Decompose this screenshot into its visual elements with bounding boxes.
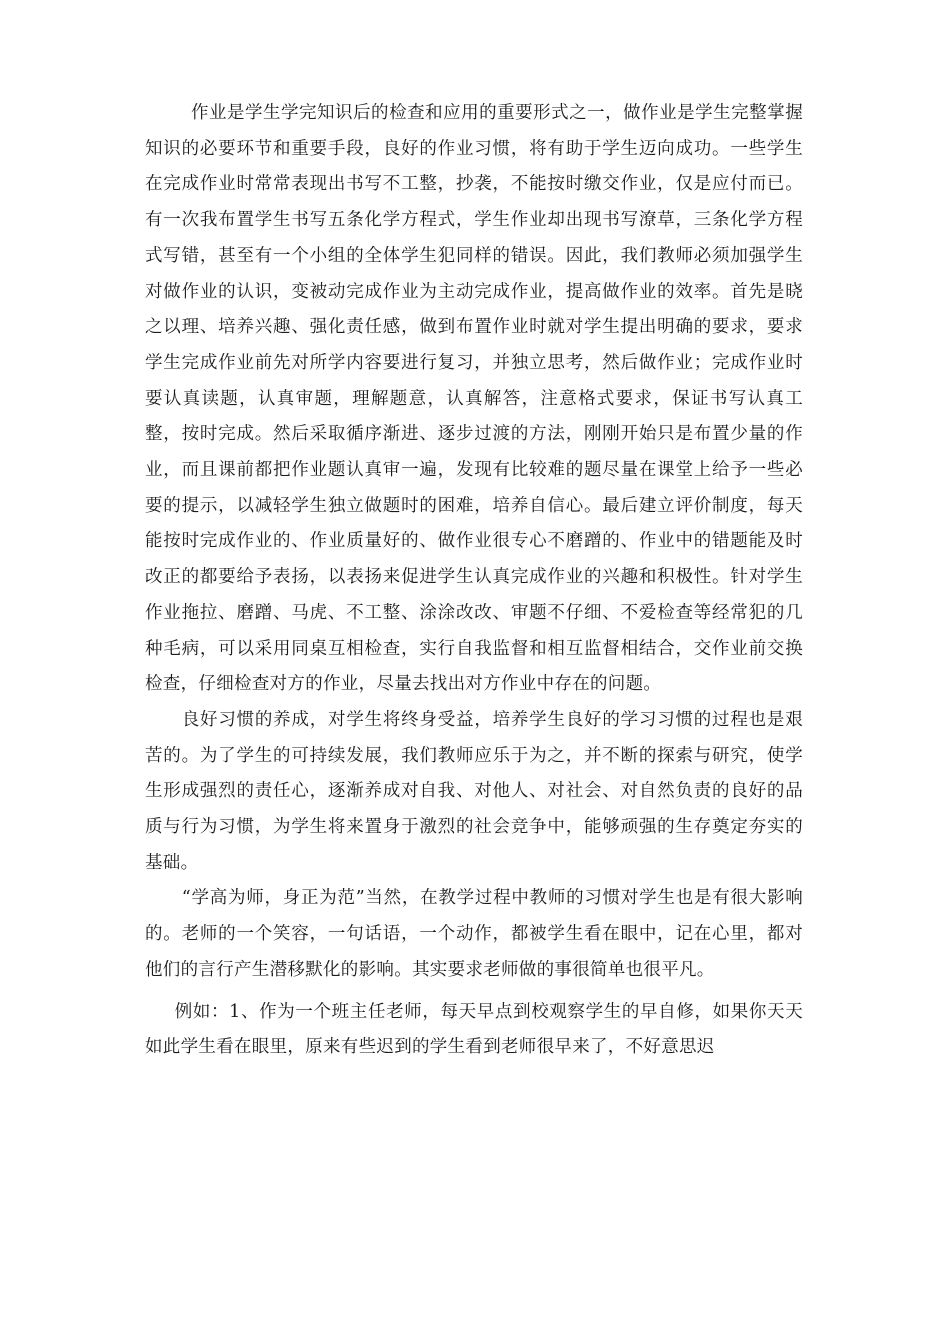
body-paragraph: 例如：1、作为一个班主任老师，每天早点到校观察学生的早自修，如果你天天如此学生看在眼里，原来有些迟到的学生看到老师很早来了，不好意思迟: [145, 1001, 803, 1058]
body-paragraph: “学高为师，身正为范”当然，在教学过程中教师的习惯对学生也是有很大影响的。老师的一个笑容，一句话语，一个动作，都被学生看在眼中，记在心里，都对他们的言行产生潜移默化的影响。其实要求老师做的事很简单也很平凡。: [145, 888, 803, 980]
body-paragraph: 良好习惯的养成，对学生将终身受益，培养学生良好的学习习惯的过程也是艰苦的。为了学生的可持续发展，我们教师应乐于为之，并不断的探索与研究，使学生形成强烈的责任心，逐渐养成对自我、对他人、对社会、对自然负责的良好的品质与行为习惯，为学生将来置身于激烈的社会竞争中，能够顽强的生存奠定夯实的基础。: [145, 709, 803, 873]
body-paragraph: 作业是学生学完知识后的检查和应用的重要形式之一，做作业是学生完整掌握知识的必要环节和重要手段，良好的作业习惯，将有助于学生迈向成功。一些学生在完成作业时常常表现出书写不工整，抄袭，不能按时缴交作业，仅是应付而已。有一次我布置学生书写五条化学方程式，学生作业却出现书写潦草，三条化学方程式写错，甚至有一个小组的全体学生犯同样的错误。因此，我们教师必须加强学生对做作业的认识，变被动完成作业为主动完成作业，提高做作业的效率。首先是晓之以理、培养兴趣、强化责任感，做到布置作业时就对学生提出明确的要求，要求学生完成作业前先对所学内容要进行复习，并独立思考，然后做作业；完成作业时要认真读题，认真审题，理解题意，认真解答，注意格式要求，保证书写认真工整，按时完成。然后采取循序渐进、逐步过渡的方法，刚刚开始只是布置少量的作业，而且课前都把作业题认真审一遍，发现有比较难的题尽量在课堂上给予一些必要的提示，以减轻学生独立做题时的困难，培养自信心。最后建立评价制度，每天能按时完成作业的、作业质量好的、做作业很专心不磨蹭的、作业中的错题能及时改正的都要给予表扬，以表扬来促进学生认真完成作业的兴趣和积极性。针对学生作业拖拉、磨蹭、马虎、不工整、涂涂改改、审题不仔细、不爱检查等经常犯的几种毛病，可以采用同桌互相检查，实行自我监督和相互监督相结合，交作业前交换检查，仔细检查对方的作业，尽量去找出对方作业中存在的问题。: [145, 103, 803, 695]
document-page: [145, 96, 803, 1066]
